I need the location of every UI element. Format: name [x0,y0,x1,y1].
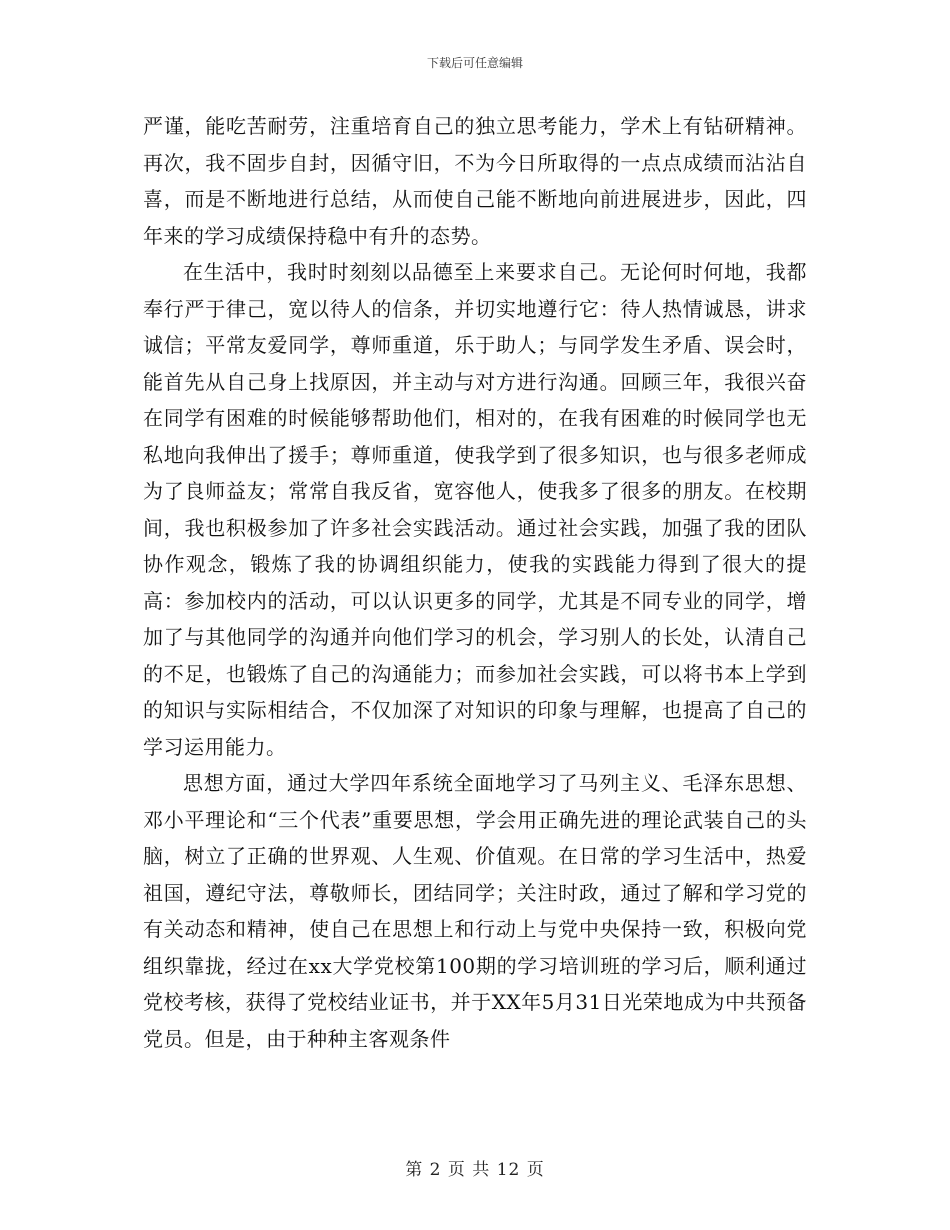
paragraph-ideology: 思想方面，通过大学四年系统全面地学习了马列主义、毛泽东思想、邓小平理论和“三个代表”重要思想，学会用正确先进的理论武装自己的头脑，树立了正确的世界观、人生观、价值观。在日常的学习生活中，热爱祖国，遵纪守法，尊敬师长，团结同学；关注时政，通过了解和学习党的有关动态和精神，使自己在思想上和行动上与党中央保持一致，积极向党组织靠拢，经过在xx大学党校第100期的学习培训班的学习后，顺利通过党校考核，获得了党校结业证书，并于XX年5月31日光荣地成为中共预备党员。但是，由于种种主客观条件 [143,771,807,1051]
page-number-footer: 第 2 页 共 12 页 [405,1160,545,1180]
page-header: 下载后可任意编辑 [426,56,523,70]
document-body [143,108,807,1057]
paragraph-study-attitude: 严谨，能吃苦耐劳，注重培育自己的独立思考能力，学术上有钻研精神。再次，我不固步自封，因循守旧，不为今日所取得的一点点成绩而沾沾自喜，而是不断地进行总结，从而使自己能不断地向前进展进步，因此，四年来的学习成绩保持稳中有升的态势。 [143,114,807,248]
paragraph-life: 在生活中，我时时刻刻以品德至上来要求自己。无论何时何地，我都奉行严于律己，宽以待人的信条，并切实地遵行它：待人热情诚恳，讲求诚信；平常友爱同学，尊师重道，乐于助人；与同学发生矛盾、误会时，能首先从自己身上找原因，并主动与对方进行沟通。回顾三年，我很兴奋在同学有困难的时候能够帮助他们，相对的，在我有困难的时候同学也无私地向我伸出了援手；尊师重道，使我学到了很多知识，也与很多老师成为了良师益友；常常自我反省，宽容他人，使我多了很多的朋友。在校期间，我也积极参加了许多社会实践活动。通过社会实践，加强了我的团队协作观念，锻炼了我的协调组织能力，使我的实践能力得到了很大的提高：参加校内的活动，可以认识更多的同学，尤其是不同专业的同学，增加了与其他同学的沟通并向他们学习的机会，学习别人的长处，认清自己的不足，也锻炼了自己的沟通能力；而参加社会实践，可以将书本上学到的知识与实际相结合，不仅加深了对知识的印象与理解，也提高了自己的学习运用能力。 [143,260,807,759]
